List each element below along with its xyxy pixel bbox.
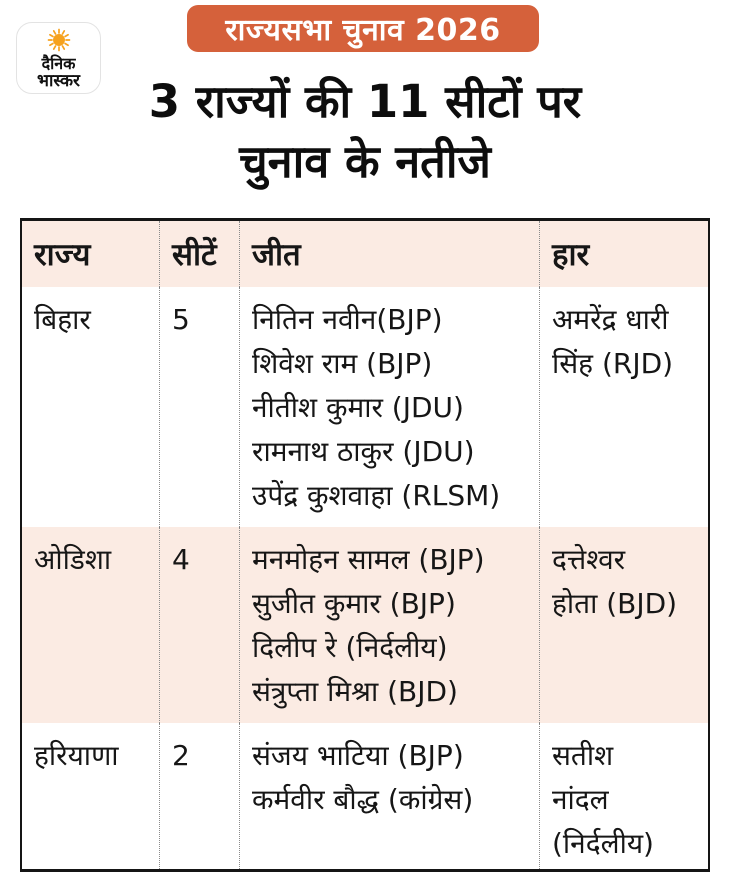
winner-name: रामनाथ ठाकुर (JDU) xyxy=(252,435,475,468)
win-cell xyxy=(239,287,539,527)
state-cell: ओडिशा xyxy=(34,543,112,576)
table-row-bihar xyxy=(22,287,708,527)
loser-name: (निर्दलीय) xyxy=(552,827,654,860)
winner-name: संजय भाटिया (BJP) xyxy=(252,739,464,772)
loser-name: नांदल xyxy=(552,783,609,816)
loser-name: होता (BJD) xyxy=(552,587,678,620)
loser-name: अमरेंद्र धारी xyxy=(552,303,669,336)
winner-name: दिलीप रे (निर्दलीय) xyxy=(252,631,448,664)
loser-name: दत्तेश्वर xyxy=(552,543,626,576)
winner-name: संत्रुप्ता मिश्रा (BJD) xyxy=(252,675,458,708)
loss-cell xyxy=(539,527,708,723)
table-header-row xyxy=(22,221,708,287)
win-cell xyxy=(239,723,539,869)
table-row-odisha xyxy=(22,527,708,723)
badge-rajyasabha-chunav: राज्यसभा चुनाव 2026 xyxy=(187,5,539,52)
page-title-line1: 3 राज्यों की 11 सीटों पर xyxy=(148,75,582,128)
loser-name: सतीश xyxy=(552,739,614,772)
logo-text-line2: भास्कर xyxy=(37,71,80,91)
table-row-haryana xyxy=(22,723,708,869)
state-cell: हरियाणा xyxy=(34,739,119,772)
col-header-seats: सीटें xyxy=(159,221,239,287)
loss-cell xyxy=(539,723,708,869)
loss-cell xyxy=(539,287,708,527)
winner-name: मनमोहन सामल (BJP) xyxy=(252,543,485,576)
winner-name: नीतीश कुमार (JDU) xyxy=(252,391,464,424)
seats-cell: 5 xyxy=(159,287,239,527)
winner-name: सुजीत कुमार (BJP) xyxy=(252,587,456,620)
seats-cell: 4 xyxy=(159,527,239,723)
logo-text-line1: दैनिक xyxy=(41,54,76,73)
winner-name: शिवेश राम (BJP) xyxy=(252,347,433,380)
page-title xyxy=(0,72,730,192)
col-header-loss: हार xyxy=(539,221,708,287)
seats-cell: 2 xyxy=(159,723,239,869)
page-title-line2: चुनाव के नतीजे xyxy=(239,135,491,188)
sun-icon xyxy=(45,26,73,54)
col-header-win: जीत xyxy=(239,221,539,287)
winner-name: उपेंद्र कुशवाहा (RLSM) xyxy=(252,479,501,512)
state-cell: बिहार xyxy=(34,303,91,336)
loser-name: सिंह (RJD) xyxy=(552,347,674,380)
win-cell xyxy=(239,527,539,723)
results-table xyxy=(20,218,710,872)
winner-name: नितिन नवीन(BJP) xyxy=(252,303,443,336)
winner-name: कर्मवीर बौद्ध (कांग्रेस) xyxy=(252,783,474,816)
col-header-state: राज्य xyxy=(34,237,91,273)
